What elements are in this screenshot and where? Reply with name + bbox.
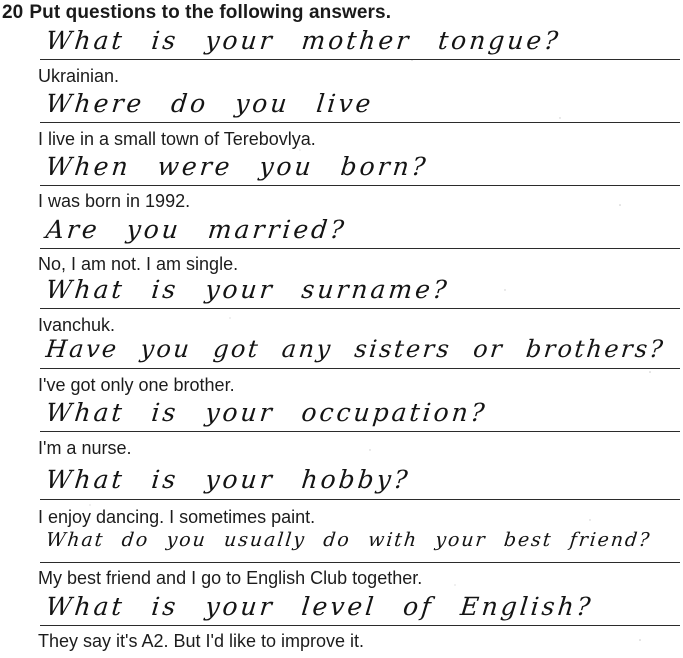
- handwritten-question: What is your surname?: [44, 275, 451, 304]
- given-answer: Ivanchuk.: [38, 315, 116, 335]
- answer-writing-line: [40, 368, 680, 369]
- given-answer: I enjoy dancing. I sometimes paint.: [38, 507, 316, 527]
- answer-writing-line: [40, 308, 680, 309]
- given-answer: My best friend and I go to English Club together.: [38, 568, 423, 588]
- answer-writing-line: [40, 431, 680, 432]
- handwritten-question: When were you born?: [44, 152, 430, 181]
- handwritten-question: What is your mother tongue?: [44, 26, 563, 55]
- given-answer: I was born in 1992.: [38, 191, 191, 211]
- answer-writing-line: [40, 122, 680, 123]
- exercise-instruction: Put questions to the following answers.: [29, 2, 392, 23]
- handwritten-question: What do you usually do with your best friend?: [44, 529, 653, 551]
- handwritten-question: What is your hobby?: [44, 465, 412, 494]
- given-answer: I've got only one brother.: [38, 375, 235, 395]
- given-answer: I live in a small town of Terebovlya.: [38, 129, 316, 149]
- answer-writing-line: [40, 59, 680, 60]
- handwritten-question: Where do you live: [44, 89, 375, 118]
- answer-writing-line: [40, 625, 680, 626]
- handwritten-question: Are you married?: [44, 215, 349, 244]
- handwritten-question: What is your level of English?: [44, 592, 595, 621]
- exercise-number: 20: [2, 2, 24, 23]
- handwritten-question: Have you got any sisters or brothers?: [44, 335, 667, 363]
- exercise-title: [2, 2, 391, 24]
- answer-writing-line: [40, 499, 680, 500]
- handwritten-question: What is your occupation?: [44, 398, 489, 427]
- given-answer: No, I am not. I am single.: [38, 254, 239, 274]
- answer-writing-line: [40, 562, 680, 563]
- given-answer: I'm a nurse.: [38, 438, 132, 458]
- answer-writing-line: [40, 185, 680, 186]
- answer-writing-line: [40, 248, 680, 249]
- given-answer: They say it's A2. But I'd like to improve it.: [38, 631, 365, 651]
- given-answer: Ukrainian.: [38, 66, 120, 86]
